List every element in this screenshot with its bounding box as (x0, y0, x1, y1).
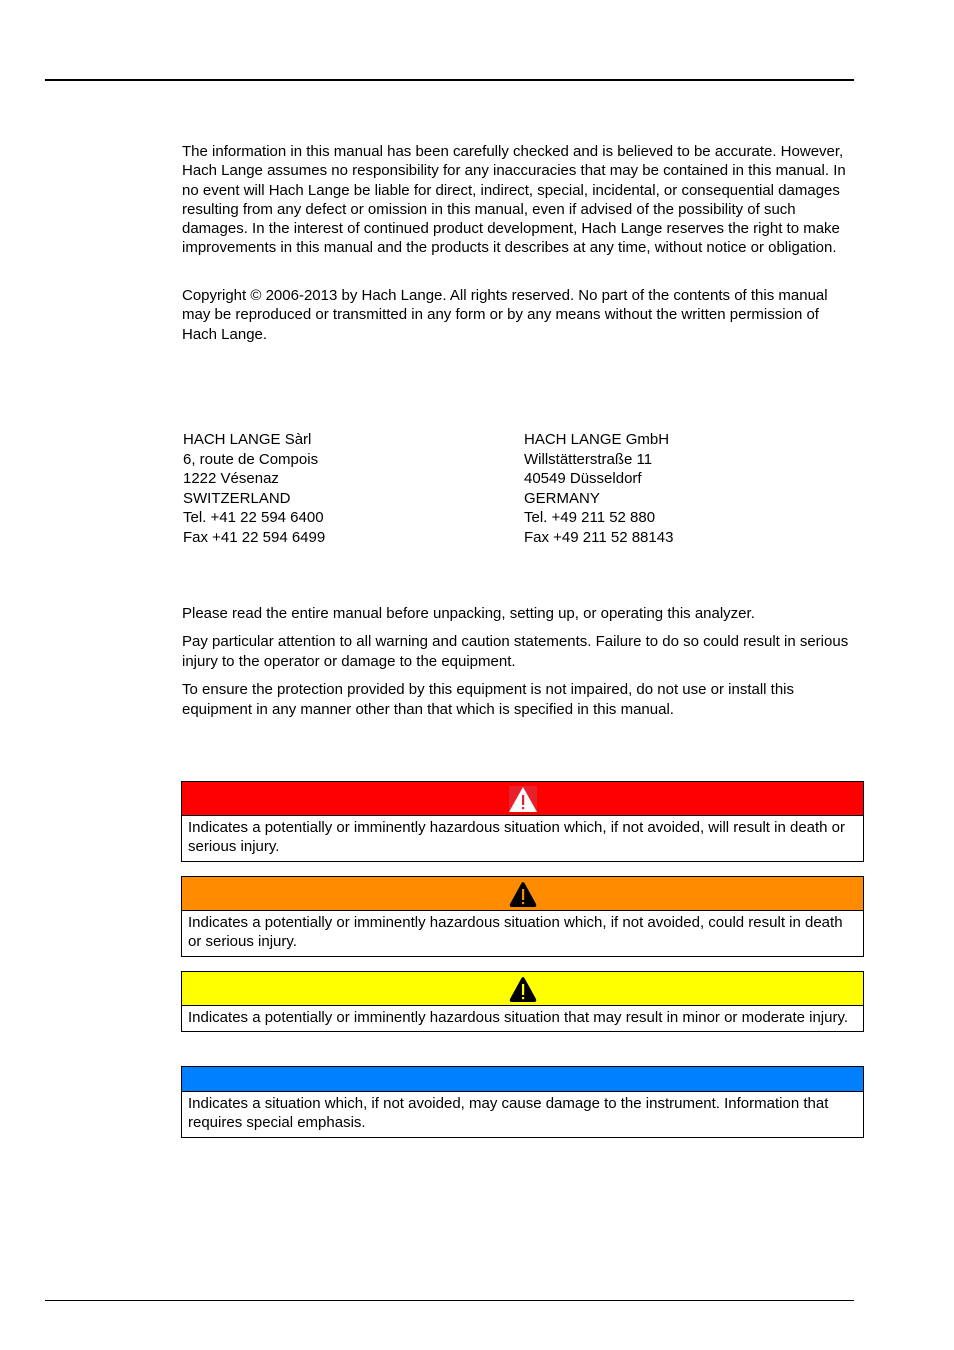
address-switzerland (183, 430, 325, 547)
address-line: HACH LANGE GmbH (524, 431, 670, 448)
address-line: HACH LANGE Sàrl (183, 431, 312, 448)
notice-header (182, 1067, 863, 1092)
safety-paragraph-3: To ensure the protection provided by this equipment is not impaired, do not use or install this equipment in any manner other than that which is specified in this manual. (182, 681, 795, 718)
danger-header (182, 782, 863, 816)
warning-triangle-icon (508, 880, 538, 908)
notice-box (181, 1066, 864, 1138)
notice-text: Indicates a situation which, if not avoided, may cause damage to the instrument. Information that requires special emphasis. (188, 1095, 829, 1132)
address-fax: Fax +41 22 594 6499 (183, 528, 326, 546)
caution-box (181, 971, 864, 1032)
warning-text: Indicates a potentially or imminently hazardous situation which, if not avoided, could result in death or serious injury. (188, 914, 843, 951)
address-line: 1222 Vésenaz (183, 470, 279, 487)
copyright-paragraph: Copyright © 2006-2013 by Hach Lange. All rights reserved. No part of the contents of this manual may be reproduced or transmitted in any form or by any means without the written permission of Hach Lange. (182, 287, 828, 343)
disclaimer-paragraph: The information in this manual has been carefully checked and is believed to be accurate. However, Hach Lange assumes no responsibility for any inaccuracies that may be contained in this manual. In no event will Hach Lange be liable for direct, indirect, special, incidental, or consequential damages resulting from any defect or omission in this manual, even if advised of the possibility of such damages. In the interest of continued product development, Hach Lange reserves the right to make improvements in this manual and the products it describes at any time, without notice or obligation. (182, 143, 846, 257)
address-line: 6, route de Compois (183, 450, 319, 468)
safety-paragraph-1: Please read the entire manual before unpacking, setting up, or operating this analyzer. (182, 605, 755, 622)
address-line: 40549 Düsseldorf (524, 470, 642, 487)
warning-triangle-icon (508, 975, 538, 1003)
address-line: Willstätterstraße 11 (524, 450, 653, 468)
caution-header (182, 972, 863, 1006)
address-phone: Tel. +49 211 52 880 (524, 509, 656, 526)
footer-rule (45, 1300, 854, 1301)
danger-box (181, 781, 864, 862)
safety-paragraph-2: Pay particular attention to all warning and caution statements. Failure to do so could result in serious injury to the operator or damage to the equipment. (182, 633, 849, 670)
address-fax: Fax +49 211 52 88143 (524, 528, 674, 546)
danger-text: Indicates a potentially or imminently hazardous situation which, if not avoided, will result in death or serious injury. (188, 819, 846, 856)
caution-text: Indicates a potentially or imminently hazardous situation that may result in minor or moderate injury. (188, 1009, 849, 1026)
address-phone: Tel. +41 22 594 6400 (183, 509, 324, 526)
warning-header (182, 877, 863, 911)
header-rule (45, 79, 854, 81)
address-line: GERMANY (524, 489, 600, 507)
address-germany (524, 430, 673, 547)
address-line: SWITZERLAND (183, 489, 291, 507)
warning-box (181, 876, 864, 957)
warning-triangle-icon (507, 785, 539, 813)
